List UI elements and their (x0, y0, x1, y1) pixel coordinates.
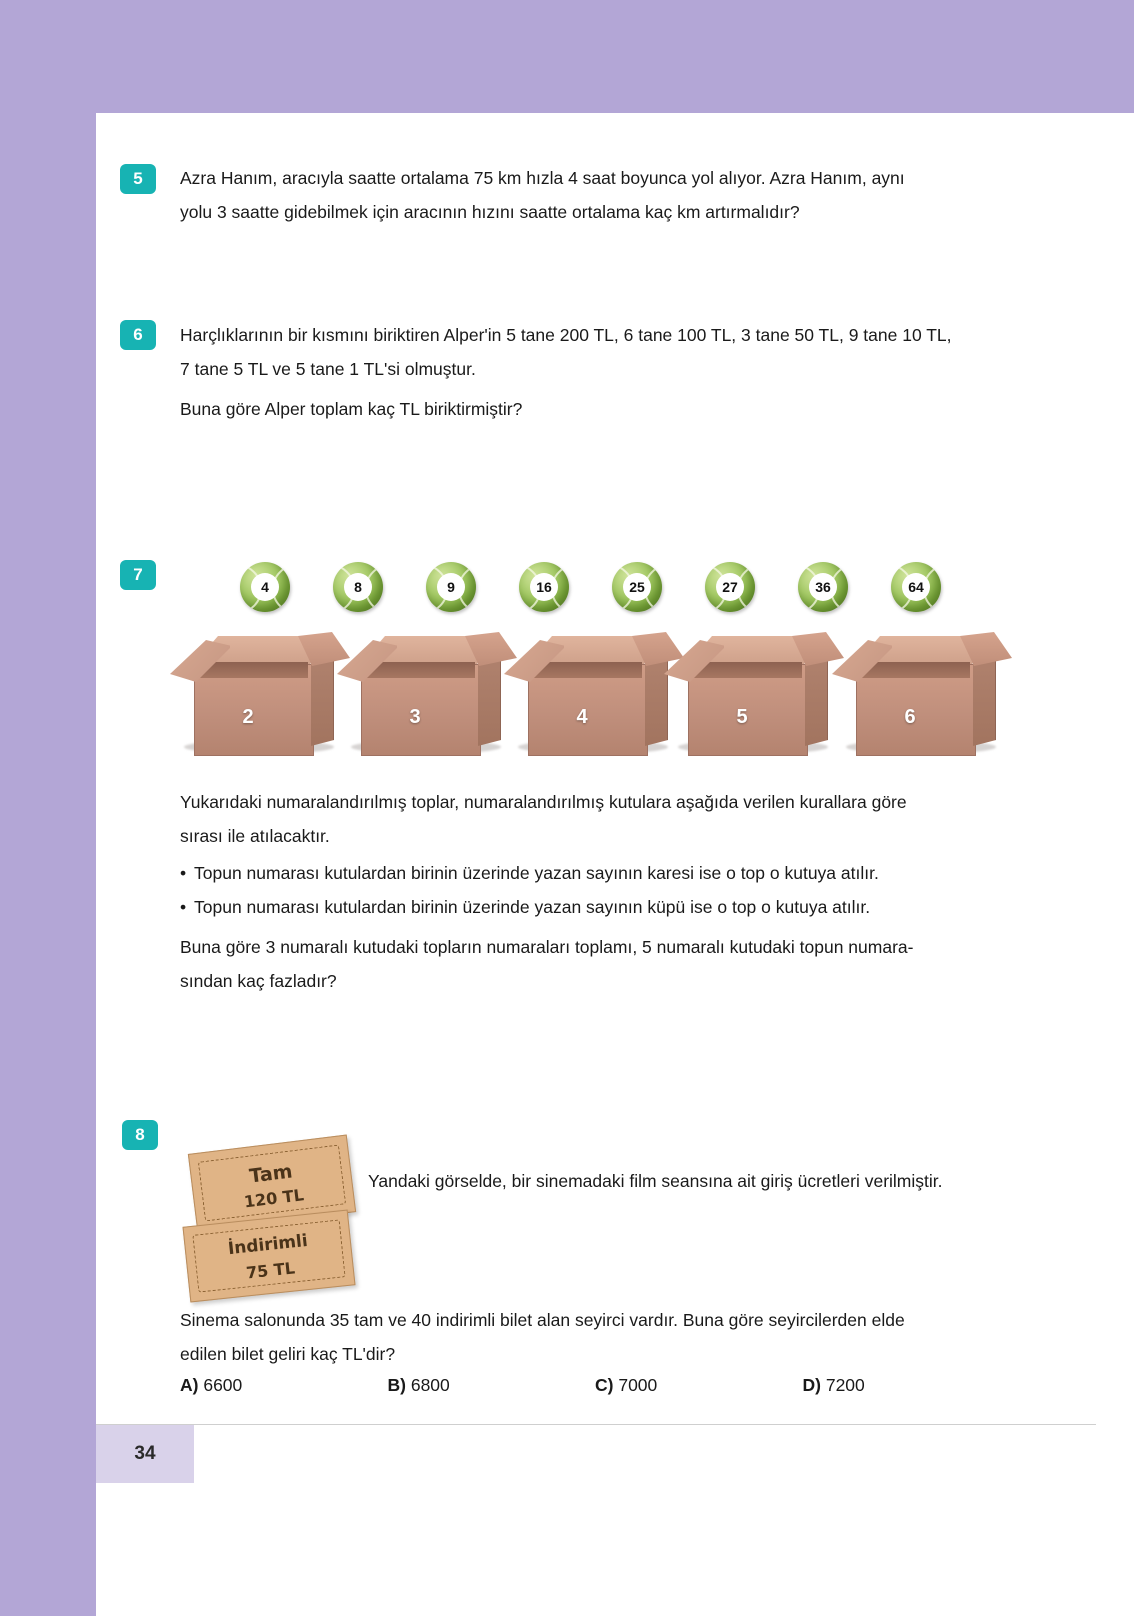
box-1 (178, 628, 326, 762)
option-a[interactable] (180, 1375, 388, 1396)
ball-5 (612, 562, 662, 612)
option-c-letter: C) (595, 1375, 614, 1395)
question-5-line-2: yolu 3 saatte gidebilmek için aracının hızını saatte ortalama kaç km artırmalıdır? (180, 202, 800, 222)
question-8-side-text: Yandaki görselde, bir sinemadaki film seansına ait giriş ücretleri verilmiştir. (368, 1171, 943, 1191)
box-4-label: 5 (736, 706, 748, 728)
ticket-discount-price-value: 75 TL (245, 1258, 296, 1283)
ball-1-label: 4 (261, 579, 269, 595)
option-d-letter: D) (802, 1375, 821, 1395)
ticket-discount-title: İndirimli (227, 1230, 309, 1260)
option-c-value: 7000 (618, 1375, 658, 1395)
ball-4 (519, 562, 569, 612)
left-decor-strip (0, 113, 96, 1616)
bullet-icon: • (180, 897, 187, 917)
question-number-5: 5 (120, 164, 156, 194)
question-number-7: 7 (120, 560, 156, 590)
question-8-line-2: edilen bilet geliri kaç TL'dir? (180, 1344, 396, 1364)
ball-2 (333, 562, 383, 612)
box-3 (512, 628, 660, 762)
question-7-rule-1 (180, 858, 1010, 889)
option-d[interactable] (803, 1375, 1011, 1396)
option-c[interactable] (595, 1375, 803, 1396)
ball-7 (798, 562, 848, 612)
option-b[interactable] (388, 1375, 596, 1396)
ticket-full-price-value: 120 TL (242, 1185, 305, 1212)
ball-4-label: 16 (536, 579, 552, 595)
ball-6 (705, 562, 755, 612)
ball-3-label: 9 (447, 579, 455, 595)
box-5 (840, 628, 988, 762)
question-5-line-1: Azra Hanım, aracıyla saatte ortalama 75 km hızla 4 saat boyunca yol alıyor. Azra Hanım, aynı (180, 168, 905, 188)
top-decor-band (0, 0, 1134, 113)
box-2-label: 3 (409, 706, 421, 728)
question-6-question-line: Buna göre Alper toplam kaç TL biriktirmiştir? (180, 399, 523, 419)
question-7-intro-line-2: sırası ile atılacaktır. (180, 826, 330, 846)
option-a-letter: A) (180, 1375, 199, 1395)
question-6-line-2: 7 tane 5 TL ve 5 tane 1 TL'si olmuştur. (180, 359, 476, 379)
box-5-label: 6 (904, 706, 916, 728)
ball-2-label: 8 (354, 579, 362, 595)
footer-divider (96, 1424, 1096, 1425)
bullet-icon: • (180, 863, 187, 883)
box-1-label: 2 (242, 706, 254, 728)
question-7-final-line-1: Buna göre 3 numaralı kutudaki topların numaraları toplamı, 5 numaralı kutudaki topun numara- (180, 937, 914, 957)
option-a-value: 6600 (203, 1375, 243, 1395)
question-7-rule-2 (180, 892, 1010, 923)
question-7-rule-1-text: Topun numarası kutulardan birinin üzerinde yazan sayının karesi ise o top o kutuya atılır. (194, 863, 879, 883)
question-8-line-1: Sinema salonunda 35 tam ve 40 indirimli bilet alan seyirci vardır. Buna göre seyircilerden elde (180, 1310, 905, 1330)
ticket-full-title: Tam (248, 1160, 294, 1188)
box-4 (672, 628, 820, 762)
option-b-value: 6800 (410, 1375, 450, 1395)
question-number-8: 8 (122, 1120, 158, 1150)
question-6-line-1: Harçlıklarının bir kısmını biriktiren Alper'in 5 tane 200 TL, 6 tane 100 TL, 3 tane 50 TL, 9 tane 10 TL, (180, 325, 952, 345)
question-number-6: 6 (120, 320, 156, 350)
ball-8 (891, 562, 941, 612)
page-number: 34 (134, 1443, 156, 1464)
option-b-letter: B) (387, 1375, 406, 1395)
ball-7-label: 36 (815, 579, 831, 595)
ball-8-label: 64 (908, 579, 924, 595)
ball-3 (426, 562, 476, 612)
page-number-box (96, 1425, 194, 1483)
ball-5-label: 25 (629, 579, 645, 595)
box-3-label: 4 (576, 706, 588, 728)
question-7-final-line-2: sından kaç fazladır? (180, 971, 337, 991)
question-8-options (180, 1375, 1010, 1396)
cinema-tickets-image (178, 1132, 378, 1322)
ball-6-label: 27 (722, 579, 738, 595)
box-2 (345, 628, 493, 762)
ball-1 (240, 562, 290, 612)
ticket-discount-price (182, 1210, 355, 1303)
option-d-value: 7200 (825, 1375, 865, 1395)
question-7-rule-2-text: Topun numarası kutulardan birinin üzerinde yazan sayının küpü ise o top o kutuya atılır. (194, 897, 871, 917)
question-7-intro-line-1: Yukarıdaki numaralandırılmış toplar, numaralandırılmış kutulara aşağıda verilen kurallara göre (180, 792, 907, 812)
